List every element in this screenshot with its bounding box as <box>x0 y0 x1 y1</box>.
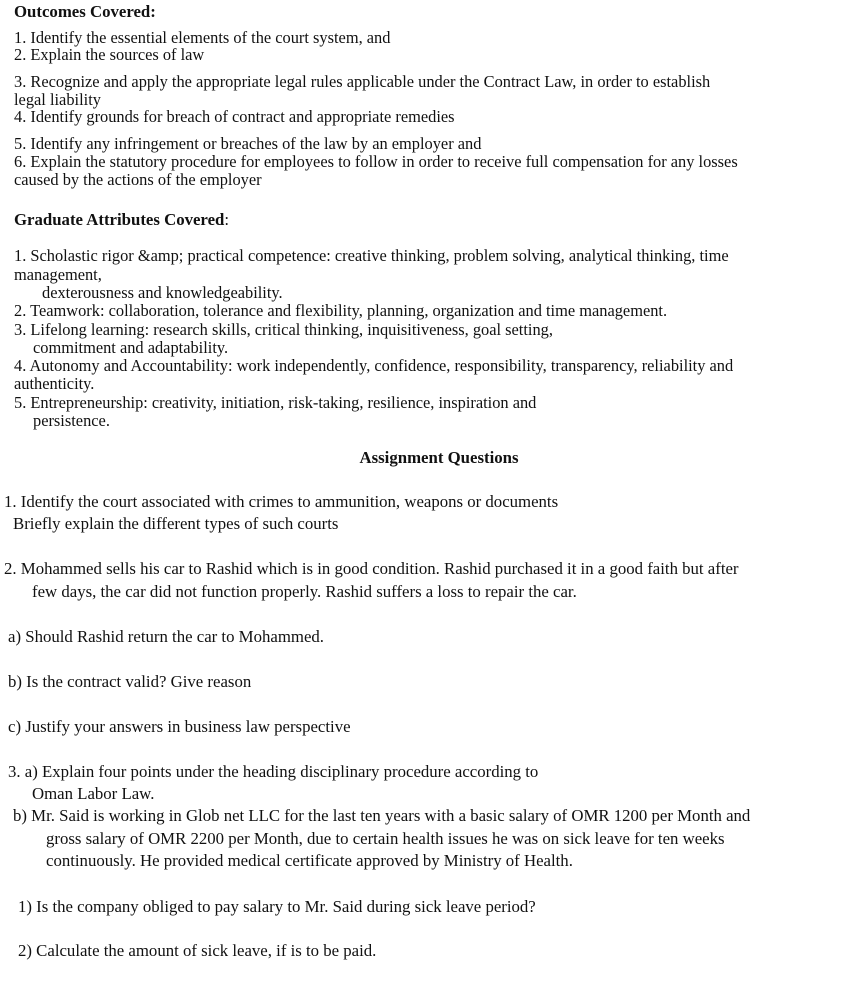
question-1-line: Briefly explain the different types of such courts <box>13 514 339 533</box>
attribute-item-continuation: commitment and adaptability. <box>33 338 229 357</box>
question-3b-part-1: 1) Is the company obliged to pay salary to Mr. Said during sick leave period? <box>18 897 536 916</box>
question-3b-line: gross salary of OMR 2200 per Month, due to certain health issues he was on sick leave for ten weeks <box>46 829 725 848</box>
attribute-item-continuation: authenticity. <box>14 374 95 393</box>
outcome-item: 5. Identify any infringement or breaches of the law by an employer and <box>14 134 482 153</box>
outcome-item: 1. Identify the essential elements of the court system, and <box>14 28 391 47</box>
outcome-item: 3. Recognize and apply the appropriate legal rules applicable under the Contract Law, in order to establish <box>14 72 711 91</box>
attributes-heading-text: Graduate Attributes Covered <box>14 210 225 229</box>
outcomes-heading: Outcomes Covered: <box>14 2 156 21</box>
attribute-item-continuation: management, <box>14 265 102 284</box>
question-3a-line: 3. a) Explain four points under the heading disciplinary procedure according to <box>8 762 539 781</box>
attribute-item-continuation: persistence. <box>33 411 110 430</box>
question-3b-part-2: 2) Calculate the amount of sick leave, if is to be paid. <box>18 941 377 960</box>
question-3a-line: Oman Labor Law. <box>32 784 155 803</box>
question-2-line: few days, the car did not function properly. Rashid suffers a loss to repair the car. <box>32 582 577 601</box>
outcome-item-continuation: caused by the actions of the employer <box>14 170 262 189</box>
attribute-item: 5. Entrepreneurship: creativity, initiation, risk-taking, resilience, inspiration and <box>14 393 537 412</box>
attributes-heading <box>14 211 229 229</box>
outcome-item-continuation: legal liability <box>14 90 101 109</box>
outcome-item: 4. Identify grounds for breach of contract and appropriate remedies <box>14 107 455 126</box>
attribute-item-continuation: dexterousness and knowledgeability. <box>42 283 283 302</box>
attribute-item: 2. Teamwork: collaboration, tolerance and flexibility, planning, organization and time management. <box>14 301 668 320</box>
attribute-item: 3. Lifelong learning: research skills, critical thinking, inquisitiveness, goal setting, <box>14 320 553 339</box>
question-2-line: 2. Mohammed sells his car to Rashid which is in good condition. Rashid purchased it in a good faith but after <box>4 559 739 578</box>
question-2-part-c: c) Justify your answers in business law perspective <box>8 717 351 736</box>
question-2-part-b: b) Is the contract valid? Give reason <box>8 672 252 691</box>
attribute-item: 4. Autonomy and Accountability: work independently, confidence, responsibility, transparency, reliability and <box>14 356 734 375</box>
attributes-heading-colon: : <box>224 210 230 229</box>
question-1-line: 1. Identify the court associated with crimes to ammunition, weapons or documents <box>4 492 559 511</box>
assignment-heading: Assignment Questions <box>359 448 519 467</box>
outcome-item: 2. Explain the sources of law <box>14 45 205 64</box>
outcome-item: 6. Explain the statutory procedure for employees to follow in order to receive full compensation for any losses <box>14 152 738 171</box>
question-3b-line: continuously. He provided medical certificate approved by Ministry of Health. <box>46 851 573 870</box>
question-2-part-a: a) Should Rashid return the car to Mohammed. <box>8 627 324 646</box>
question-3b-line: b) Mr. Said is working in Glob net LLC for the last ten years with a basic salary of OMR 1200 per Month and <box>13 806 751 825</box>
attribute-item: 1. Scholastic rigor &amp; practical competence: creative thinking, problem solving, analytical thinking, time <box>14 246 729 265</box>
